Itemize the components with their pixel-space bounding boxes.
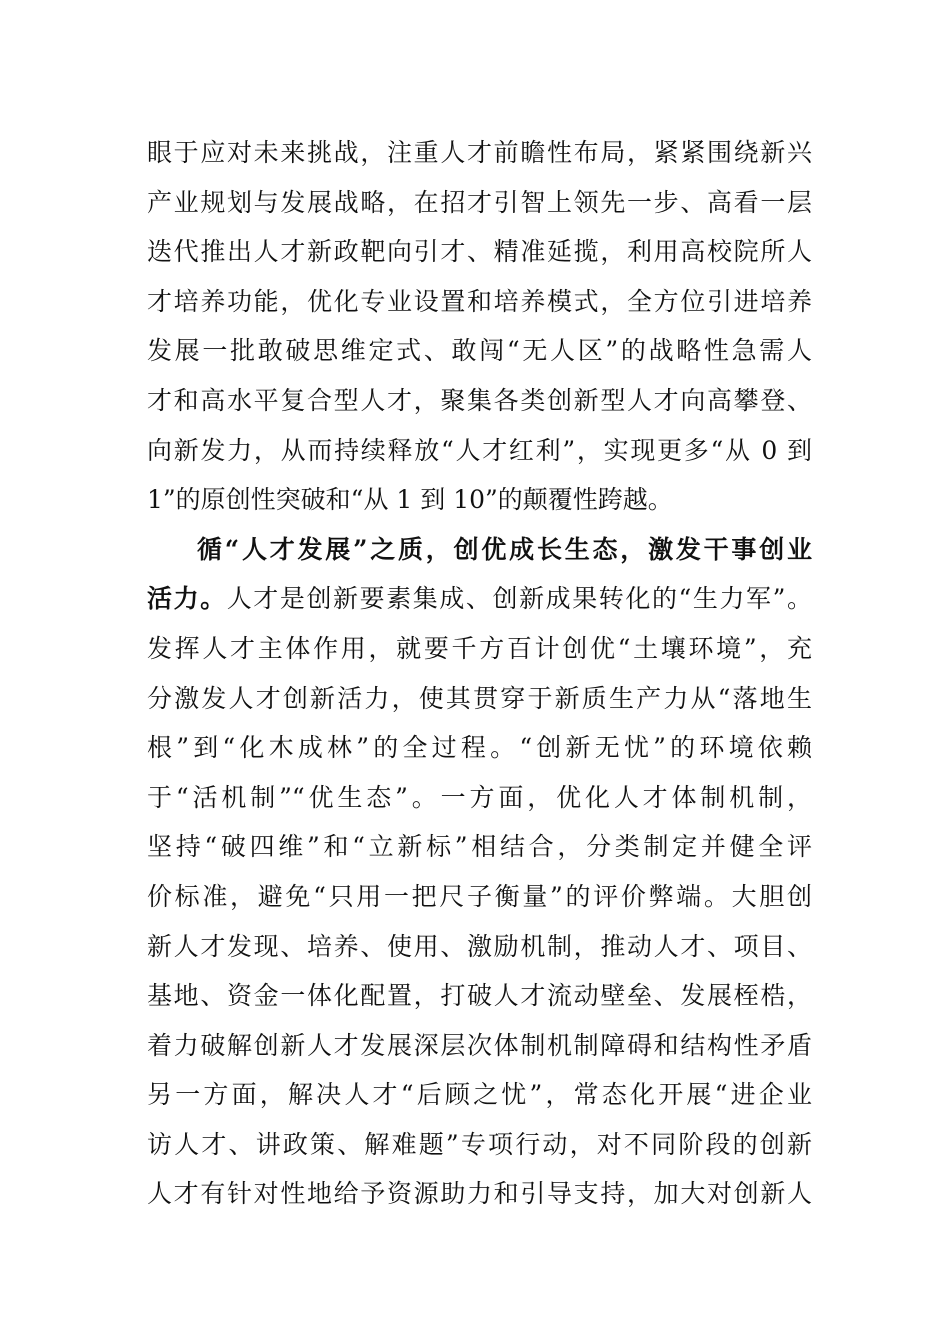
text-line: 价标准，避免“只用一把尺子衡量”的评价弊端。大胆创 bbox=[147, 881, 812, 911]
paragraph-1 bbox=[147, 128, 812, 525]
text-span: 人才是创新要素集成、创新成果转化的“生力军”。 bbox=[226, 584, 812, 614]
text-line: 另一方面，解决人才“后顾之忧”，常态化开展“进企业 bbox=[147, 1080, 812, 1110]
section-heading-end: 活力。 bbox=[147, 584, 227, 614]
text-line: 才和高水平复合型人才，聚集各类创新型人才向高攀登、 bbox=[147, 385, 812, 415]
text-line: 新人才发现、培养、使用、激励机制，推动人才、项目、 bbox=[147, 931, 812, 961]
text-line: 1”的原创性突破和“从 1 到 10”的颠覆性跨越。 bbox=[147, 485, 673, 515]
text-line: 根”到“化木成林”的全过程。“创新无忧”的环境依赖 bbox=[147, 733, 812, 763]
text-line bbox=[147, 574, 812, 624]
text-line: 着力破解创新人才发展深层次体制机制障碍和结构性矛盾 bbox=[147, 1030, 812, 1060]
text-line: 人才有针对性地给予资源助力和引导支持，加大对创新人 bbox=[147, 1179, 812, 1209]
text-line: 才培养功能，优化专业设置和培养模式，全方位引进培养 bbox=[147, 286, 812, 316]
text-line: 发展一批敢破思维定式、敢闯“无人区”的战略性急需人 bbox=[147, 336, 812, 366]
text-line: 基地、资金一体化配置，打破人才流动壁垒、发展桎梏， bbox=[147, 981, 812, 1011]
section-heading: 循“人才发展”之质，创优成长生态，激发干事创业 bbox=[197, 534, 812, 564]
text-line: 分激发人才创新活力，使其贯穿于新质生产力从“落地生 bbox=[147, 683, 812, 713]
text-line: 产业规划与发展战略，在招才引智上领先一步、高看一层 bbox=[147, 187, 812, 217]
text-line: 于“活机制”“优生态”。一方面，优化人才体制机制， bbox=[147, 782, 812, 812]
text-line: 发挥人才主体作用，就要千方百计创优“土壤环境”，充 bbox=[147, 633, 812, 663]
text-line: 坚持“破四维”和“立新标”相结合，分类制定并健全评 bbox=[147, 832, 812, 862]
text-line: 访人才、讲政策、解难题”专项行动，对不同阶段的创新 bbox=[147, 1129, 812, 1159]
body-text bbox=[147, 128, 812, 1219]
paragraph-2 bbox=[147, 525, 812, 1219]
text-line: 向新发力，从而持续释放“人才红利”，实现更多“从 0 到 bbox=[147, 435, 812, 465]
text-line: 迭代推出人才新政靶向引才、精准延揽，利用高校院所人 bbox=[147, 237, 812, 267]
text-line: 眼于应对未来挑战，注重人才前瞻性布局，紧紧围绕新兴 bbox=[147, 138, 812, 167]
